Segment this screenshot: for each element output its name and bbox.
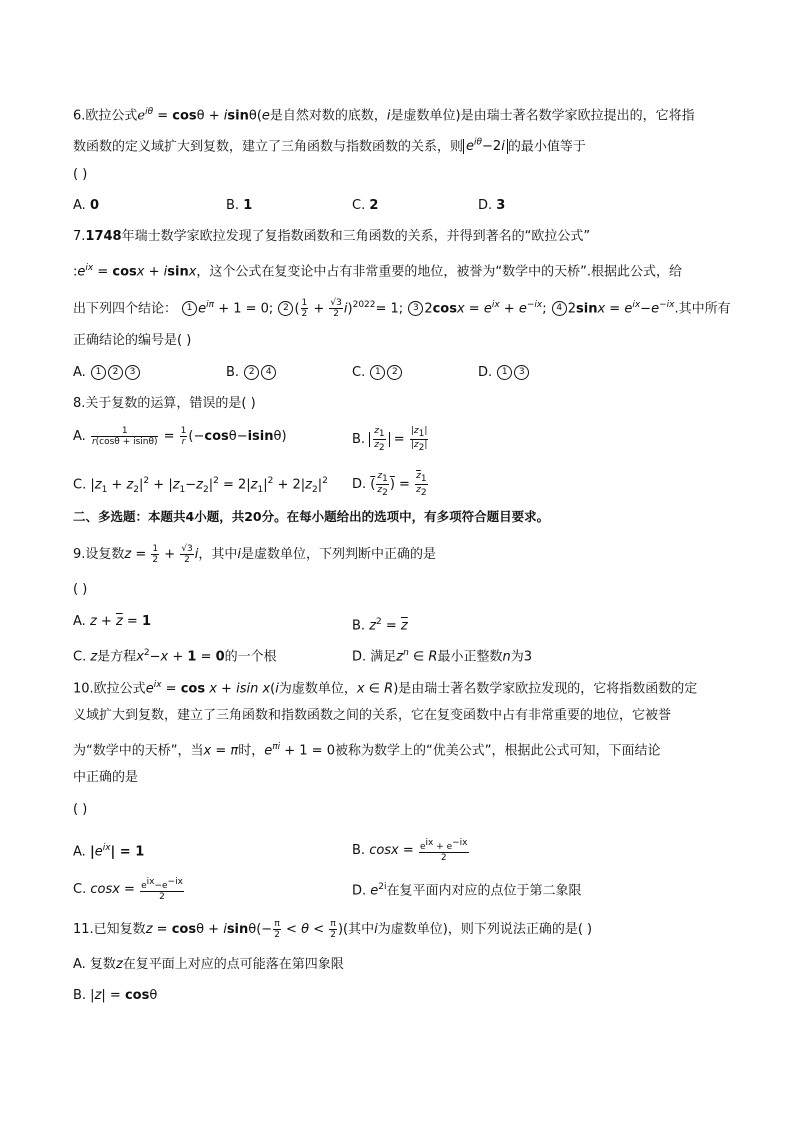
q10-paren: ( ) (73, 802, 88, 817)
q8-option-d: D. ( $\frac{z_1}{z_2}$ ) = $\frac{\overline{z}_1}{\overline{z}_2}$ (352, 471, 427, 498)
q8-option-c: C. $|z_1 + z_2|^2 + |z_1-z_2|^2 = 2|z_1|^2 + 2|z_2|^2$ (73, 476, 328, 495)
q6-paren: ( ) (73, 167, 88, 182)
q7-option-b: B. 2 4 (226, 363, 277, 383)
q9-paren: ( ) (73, 582, 88, 597)
q6-option-b: B. 1 (226, 198, 253, 213)
q6-option-c: C. 2 (352, 198, 379, 213)
q9-option-b: B. $z^2 = \overline{z}$ (352, 617, 408, 634)
q7-stem-line2: $:e^{ix} = \cos x + isinx$，这个公式在复变论中占有非常重要的地位，被誉为“数学中的天桥”.根据此公式，给 (73, 263, 683, 280)
q10-option-c: C. cosx = $\frac{e^{ix}-e^{-ix}}{2}$ (73, 877, 183, 902)
q9-option-d: D. 满足$z^n$ ∈ R最小正整数n为3 (352, 648, 533, 665)
q9-option-c: C. z是方程$x^2-x + 1 = 0$的一个根 (73, 648, 277, 665)
q8-option-b: B. $\frac{z_1}{z_2}$ = $\frac{|z_1|}{|z_2|}$ (352, 426, 428, 453)
q10-option-b: B. cosx = $\frac{e^{ix} + e^{-ix}}{2}$ (352, 838, 468, 863)
q6-stem-line1: 6.欧拉公式$e^{i\theta} = \cos\theta + isin\theta(e$是自然对数的底数，i是虚数单位)是由瑞士著名数学家欧拉提出的，它将指 (73, 107, 695, 124)
q10-option-d: D. $e^{2i}$在复平面内对应的点位于第二象限 (352, 882, 582, 899)
q10-option-a: A. $|e^{ix}| = 1$ (73, 843, 145, 860)
q11-option-a: A. 复数z在复平面上对应的点可能落在第四象限 (73, 957, 344, 972)
q7-option-d: D. 1 3 (478, 363, 530, 383)
q7-stem-line1: 7.1748年瑞士数学家欧拉发现了复指数函数和三角函数的关系，并得到著名的“欧拉公式” (73, 229, 591, 244)
q10-stem-line3: 为“数学中的天桥”，当x = π时，$e^{\pi i} + 1 = 0$被称为数学上的“优美公式”，根据此公式可知，下面结论 (73, 742, 661, 759)
q10-stem-line2: 义域扩大到复数，建立了三角函数和指数函数之间的关系，它在复变函数中占有非常重要的地位，它被誉 (73, 708, 672, 723)
q7-stem-line4: 正确结论的编号是( ) (73, 333, 192, 348)
q7-stem-line3: 出下列四个结论： 1 $e^{i\pi} + 1 = 0$; 2 ( $\frac{1}{2}$ + $\frac{√3}{2}$ i)$^{2022}$= 1; 3 $2\cos x = e^{ix} + e^{-ix}$; 4 $2\sin x = e^{ix}-e^{-ix}$.其中所有 (73, 298, 731, 320)
q8-option-a: A. $\frac{1}{r(\cos\theta + isin\theta)}$ = $\frac{1}{r}$ (−cosθ−isinθ) (73, 426, 287, 447)
q11-stem: 11.已知复数z = cosθ + isinθ(− $\frac{\pi}{2}$ < θ < $\frac{\pi}{2}$ )(其中i为虚数单位)，则下列说法正确的是( ) (73, 919, 593, 940)
q10-stem-line4: 中正确的是 (73, 770, 139, 785)
q6-option-d: D. 3 (478, 198, 506, 213)
q6-stem-line2: 数函数的定义域扩大到复数，建立了三角函数与指数函数的关系，则 $e^{i\theta}-2i$ 的最小值等于 (73, 138, 586, 155)
q9-option-a: A. $z + \overline{z} = 1$ (73, 614, 151, 629)
q11-option-b: B. |z| = cosθ (73, 988, 158, 1003)
q8-stem: 8.关于复数的运算，错误的是( ) (73, 396, 256, 411)
q7-option-c: C. 1 2 (352, 363, 403, 383)
q6-option-a: A. 0 (73, 198, 99, 213)
section-header-multiple-choice: 二、多选题：本题共4小题，共20分。在每小题给出的选项中，有多项符合题目要求。 (73, 509, 550, 524)
q9-stem: 9.设复数z = $\frac{1}{2}$ + $\frac{√3}{2}$ i，其中i是虚数单位，下列判断中正确的是 (73, 544, 437, 565)
q7-option-a: A. 1 2 3 (73, 363, 141, 383)
q10-stem-line1: 10.欧拉公式$e^{ix} = \cos x + isin$ x(i为虚数单位，x ∈ R)是由瑞士著名数学家欧拉发现的，它将指数函数的定 (73, 680, 698, 697)
